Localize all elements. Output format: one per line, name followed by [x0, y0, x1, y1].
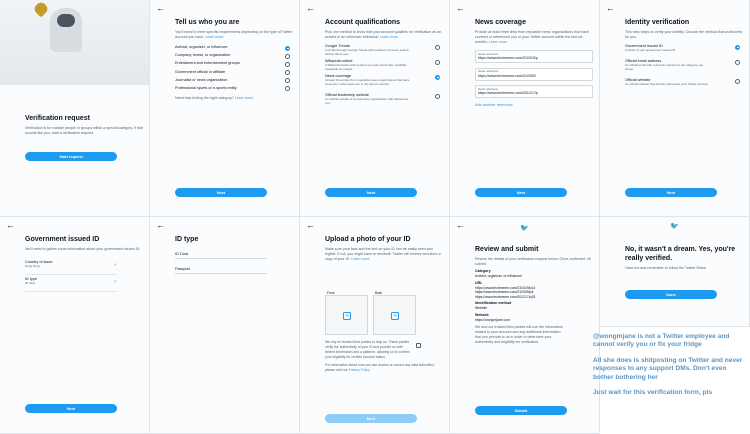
disclaimer: We and our trusted third parties will use the information related to your account and any additional information that you provide to us in order to determine your authenticity and eligibility for verification.	[475, 324, 563, 344]
page-title: Tell us who you are	[175, 19, 240, 26]
row-value: Hong Kong	[25, 264, 40, 268]
option-label: Journalist or news organization	[175, 77, 228, 82]
radio-icon[interactable]	[435, 94, 440, 99]
id-type-row[interactable]	[25, 275, 117, 292]
description: Verification is for notable people or groups within a special category. If that sounds like you, start a verification request.	[25, 126, 143, 135]
description: Review the details of your verification request below. Once confirmed, hit submit.	[475, 257, 591, 266]
front-upload-area[interactable]	[325, 290, 368, 335]
option-description: At least three links from reputable news organizations that have covered or referenced you in the last six months.	[325, 78, 410, 86]
category-label: Category	[475, 269, 491, 273]
caption-overlay	[593, 333, 746, 404]
option-label: Entertainers and entertainment groups	[175, 61, 240, 66]
next-button[interactable]: Next	[625, 188, 717, 197]
tell-us-who-you-are-screen	[150, 0, 300, 217]
radio-icon[interactable]	[435, 60, 440, 65]
option-description: A profile through Google Trends with evidence of recent search activity about you.	[325, 48, 409, 56]
next-button[interactable]: Next	[325, 414, 417, 423]
id-method-option[interactable]	[625, 78, 743, 93]
field-label: News reference	[478, 86, 499, 91]
account-qualifications-screen	[300, 0, 450, 217]
radio-selected-icon[interactable]	[735, 45, 740, 50]
id-method-option[interactable]	[625, 59, 743, 78]
qualification-option[interactable]	[325, 74, 443, 93]
radio-selected-icon[interactable]	[285, 46, 290, 51]
option-label: Official leadership website	[325, 93, 370, 97]
row-label: ID type	[25, 277, 38, 281]
learn-more-link[interactable]: Learn more	[351, 257, 370, 261]
page-title: ID type	[175, 236, 199, 243]
radio-icon[interactable]	[735, 79, 740, 84]
option-label: Professional sports or e-sports entity	[175, 85, 237, 90]
upload-id-photo-screen	[300, 217, 450, 434]
page-title: Identity verification	[625, 19, 690, 26]
back-upload-area[interactable]	[373, 290, 416, 335]
heart-balloon-icon	[33, 1, 50, 18]
option-label: Official email address	[625, 59, 662, 63]
row-label: Country of issue	[25, 260, 53, 264]
radio-icon[interactable]	[435, 45, 440, 50]
camera-icon: +	[343, 312, 351, 320]
news-reference-field[interactable]	[475, 68, 593, 81]
category-option[interactable]	[175, 53, 293, 61]
learn-more-link[interactable]: Learn more	[379, 35, 399, 39]
url-value: https://www.techmeme.com/201217/p33	[475, 294, 536, 299]
row-value: ID Card	[25, 281, 35, 285]
category-option[interactable]	[175, 78, 293, 86]
radio-selected-icon[interactable]	[435, 75, 440, 80]
option-label: Google Trends	[325, 44, 350, 48]
description-text: Make sure your face and the text on your ID can be easily seen and legible. If not, you might have to resubmit. Twitter will receive and store a copy of your ID.	[325, 247, 441, 261]
field-value[interactable]: https://www.techmeme.com/210305/	[478, 73, 536, 78]
learn-more-link[interactable]: Learn more	[488, 40, 508, 44]
description: We'll need to gather some information about your government issued ID.	[25, 247, 141, 251]
page-title: Government issued ID	[25, 236, 100, 243]
radio-icon[interactable]	[285, 70, 290, 75]
qualification-option[interactable]	[325, 59, 443, 74]
next-button[interactable]: Next	[475, 188, 567, 197]
description: Have fun and remember to follow the Twitter Rules.	[625, 266, 707, 270]
next-button[interactable]: Next	[325, 188, 417, 197]
caption-line: All she does is shitposting on Twitter and never responses to any support DMs. Don't even bother bothering her	[593, 356, 743, 381]
qualification-option[interactable]	[325, 93, 443, 108]
caption-line: @wongmjane is not a Twitter employee and cannot verify you or fix your fridge	[593, 333, 730, 349]
page-title: No, it wasn't a dream. Yes, you're really verified.	[625, 246, 736, 262]
option-label: Official website	[625, 78, 651, 82]
back-arrow-icon[interactable]: ←	[306, 220, 315, 230]
option-label: Government official or affiliate	[175, 69, 226, 74]
review-and-submit-screen	[450, 217, 600, 434]
field-label: News reference	[478, 69, 499, 73]
back-arrow-icon[interactable]: ←	[456, 3, 465, 13]
country-of-issue-row[interactable]	[25, 258, 117, 275]
next-button[interactable]: Next	[25, 404, 117, 413]
radio-icon[interactable]	[285, 86, 290, 91]
help-text	[175, 96, 293, 101]
verified-screen	[600, 217, 750, 327]
astronaut-icon	[50, 8, 82, 52]
twitter-bird-icon: 🐦	[670, 223, 679, 230]
option-description: An official email with a domain relevant to the category you chose.	[625, 63, 704, 71]
url-value: https://www.techmeme.com/210305/p4	[475, 290, 534, 295]
back-arrow-icon[interactable]: ←	[6, 220, 15, 230]
back-label: Back	[375, 290, 383, 295]
description	[475, 30, 593, 45]
back-arrow-icon[interactable]: ←	[456, 220, 465, 230]
page-title: Account qualifications	[325, 19, 401, 26]
option-description: An official website that directly references your Twitter account.	[625, 82, 709, 86]
option-description: A photo of your government issued ID.	[625, 48, 677, 52]
news-reference-field[interactable]	[475, 85, 593, 98]
category-option[interactable]	[175, 61, 293, 69]
page-title: Review and submit	[475, 246, 539, 253]
radio-icon[interactable]	[285, 62, 290, 67]
description-text: You'll need to meet specific requirements depending on the type of Twitter account you have.	[175, 30, 293, 39]
government-id-screen	[0, 217, 150, 434]
learn-more-link[interactable]: Learn more	[205, 35, 224, 39]
done-button[interactable]: Done	[625, 290, 717, 299]
url-value: https://www.techmeme.com/210319/p14	[475, 285, 536, 290]
option-label: Government issued ID	[625, 44, 663, 48]
description-text: Pick one method to show that your account qualifies for verification as an activist or an influencer individual.	[325, 30, 442, 39]
data-access-text: For information about how you can access or correct any data submitted, please visit our	[325, 362, 435, 372]
option-label: Company, brand, or organization	[175, 53, 231, 58]
consent-paragraph: We rely on trusted third parties to help us. These parties verify the authenticity of your ID and provide us with limited information and a platform, allowing us to confirm your eligibility for verified account status.	[325, 340, 410, 359]
astronaut-illustration	[0, 0, 150, 85]
radio-icon[interactable]	[735, 60, 740, 65]
news-coverage-screen	[450, 0, 600, 217]
description	[325, 30, 443, 40]
option-label: News coverage	[325, 74, 352, 78]
submit-button[interactable]: Submit	[475, 406, 567, 415]
url-label: URL	[475, 280, 483, 285]
description	[175, 30, 293, 40]
page-title: Verification request	[25, 115, 90, 122]
field-value[interactable]: https://www.techmeme.com/201217/p	[478, 91, 538, 95]
back-arrow-icon[interactable]: ←	[306, 3, 315, 13]
radio-icon[interactable]	[285, 54, 290, 59]
page-title: News coverage	[475, 19, 526, 26]
option-label: Wikipedia article	[325, 59, 353, 63]
radio-icon[interactable]	[285, 78, 290, 83]
help-learn-more-link[interactable]: Learn more	[234, 96, 254, 101]
id-method-label: Identification method	[475, 301, 512, 306]
option-description: An official website of an advocacy organization that references you.	[325, 97, 408, 105]
option-label: Activist, organizer, or influencer	[175, 45, 228, 49]
back-arrow-icon[interactable]: ←	[156, 220, 165, 230]
category-option[interactable]	[175, 86, 293, 94]
qualification-option[interactable]	[325, 44, 443, 59]
id-type-option[interactable]: ID Card	[175, 250, 267, 259]
caption-line: Just wait for this verification form, pls	[593, 389, 713, 397]
website-label: Website	[475, 312, 489, 317]
category-value: Activist, organizer, or influencer	[475, 274, 523, 278]
back-arrow-icon[interactable]: ←	[156, 3, 165, 13]
id-type-screen	[150, 217, 300, 434]
description-text: Provide at least three links from reputable news organizations that have covered or referenced you or your Twitter account within the last six months.	[475, 30, 589, 44]
consent-checkbox[interactable]	[416, 343, 421, 348]
twitter-bird-icon: 🐦	[520, 225, 529, 232]
description: This step helps us verify your identity. Choose the method that works best for you.	[625, 30, 743, 39]
identity-verification-screen	[600, 0, 750, 217]
privacy-policy-link[interactable]: Privacy Policy	[348, 367, 370, 372]
next-button[interactable]: Next	[175, 188, 267, 197]
id-type-option[interactable]: Passport	[175, 265, 267, 274]
page-title: Upload a photo of your ID	[325, 236, 411, 243]
field-value[interactable]: https://www.techmeme.com/210319/p	[478, 56, 538, 60]
website-value: https://wongmjane.com	[475, 317, 510, 322]
back-arrow-icon[interactable]: ←	[606, 3, 615, 13]
start-request-button[interactable]: Start request	[25, 152, 117, 161]
add-reference-link[interactable]: Add another reference	[475, 102, 513, 107]
chevron-right-icon: ›	[114, 262, 116, 268]
chevron-right-icon: ›	[114, 279, 116, 285]
verification-request-screen	[0, 0, 150, 217]
front-label: Front	[327, 290, 335, 295]
field-label: News reference	[478, 51, 499, 56]
help-prefix: Need help finding the right category?	[175, 96, 234, 101]
option-description: A Wikipedia article that is about you and meets their notability standards for people.	[325, 63, 407, 71]
id-method-value: Website	[475, 306, 488, 311]
description	[325, 247, 443, 262]
id-method-option[interactable]	[625, 44, 743, 59]
news-reference-field[interactable]	[475, 50, 593, 63]
camera-icon: +	[391, 312, 399, 320]
category-option[interactable]	[175, 70, 293, 78]
category-option[interactable]	[175, 45, 293, 53]
